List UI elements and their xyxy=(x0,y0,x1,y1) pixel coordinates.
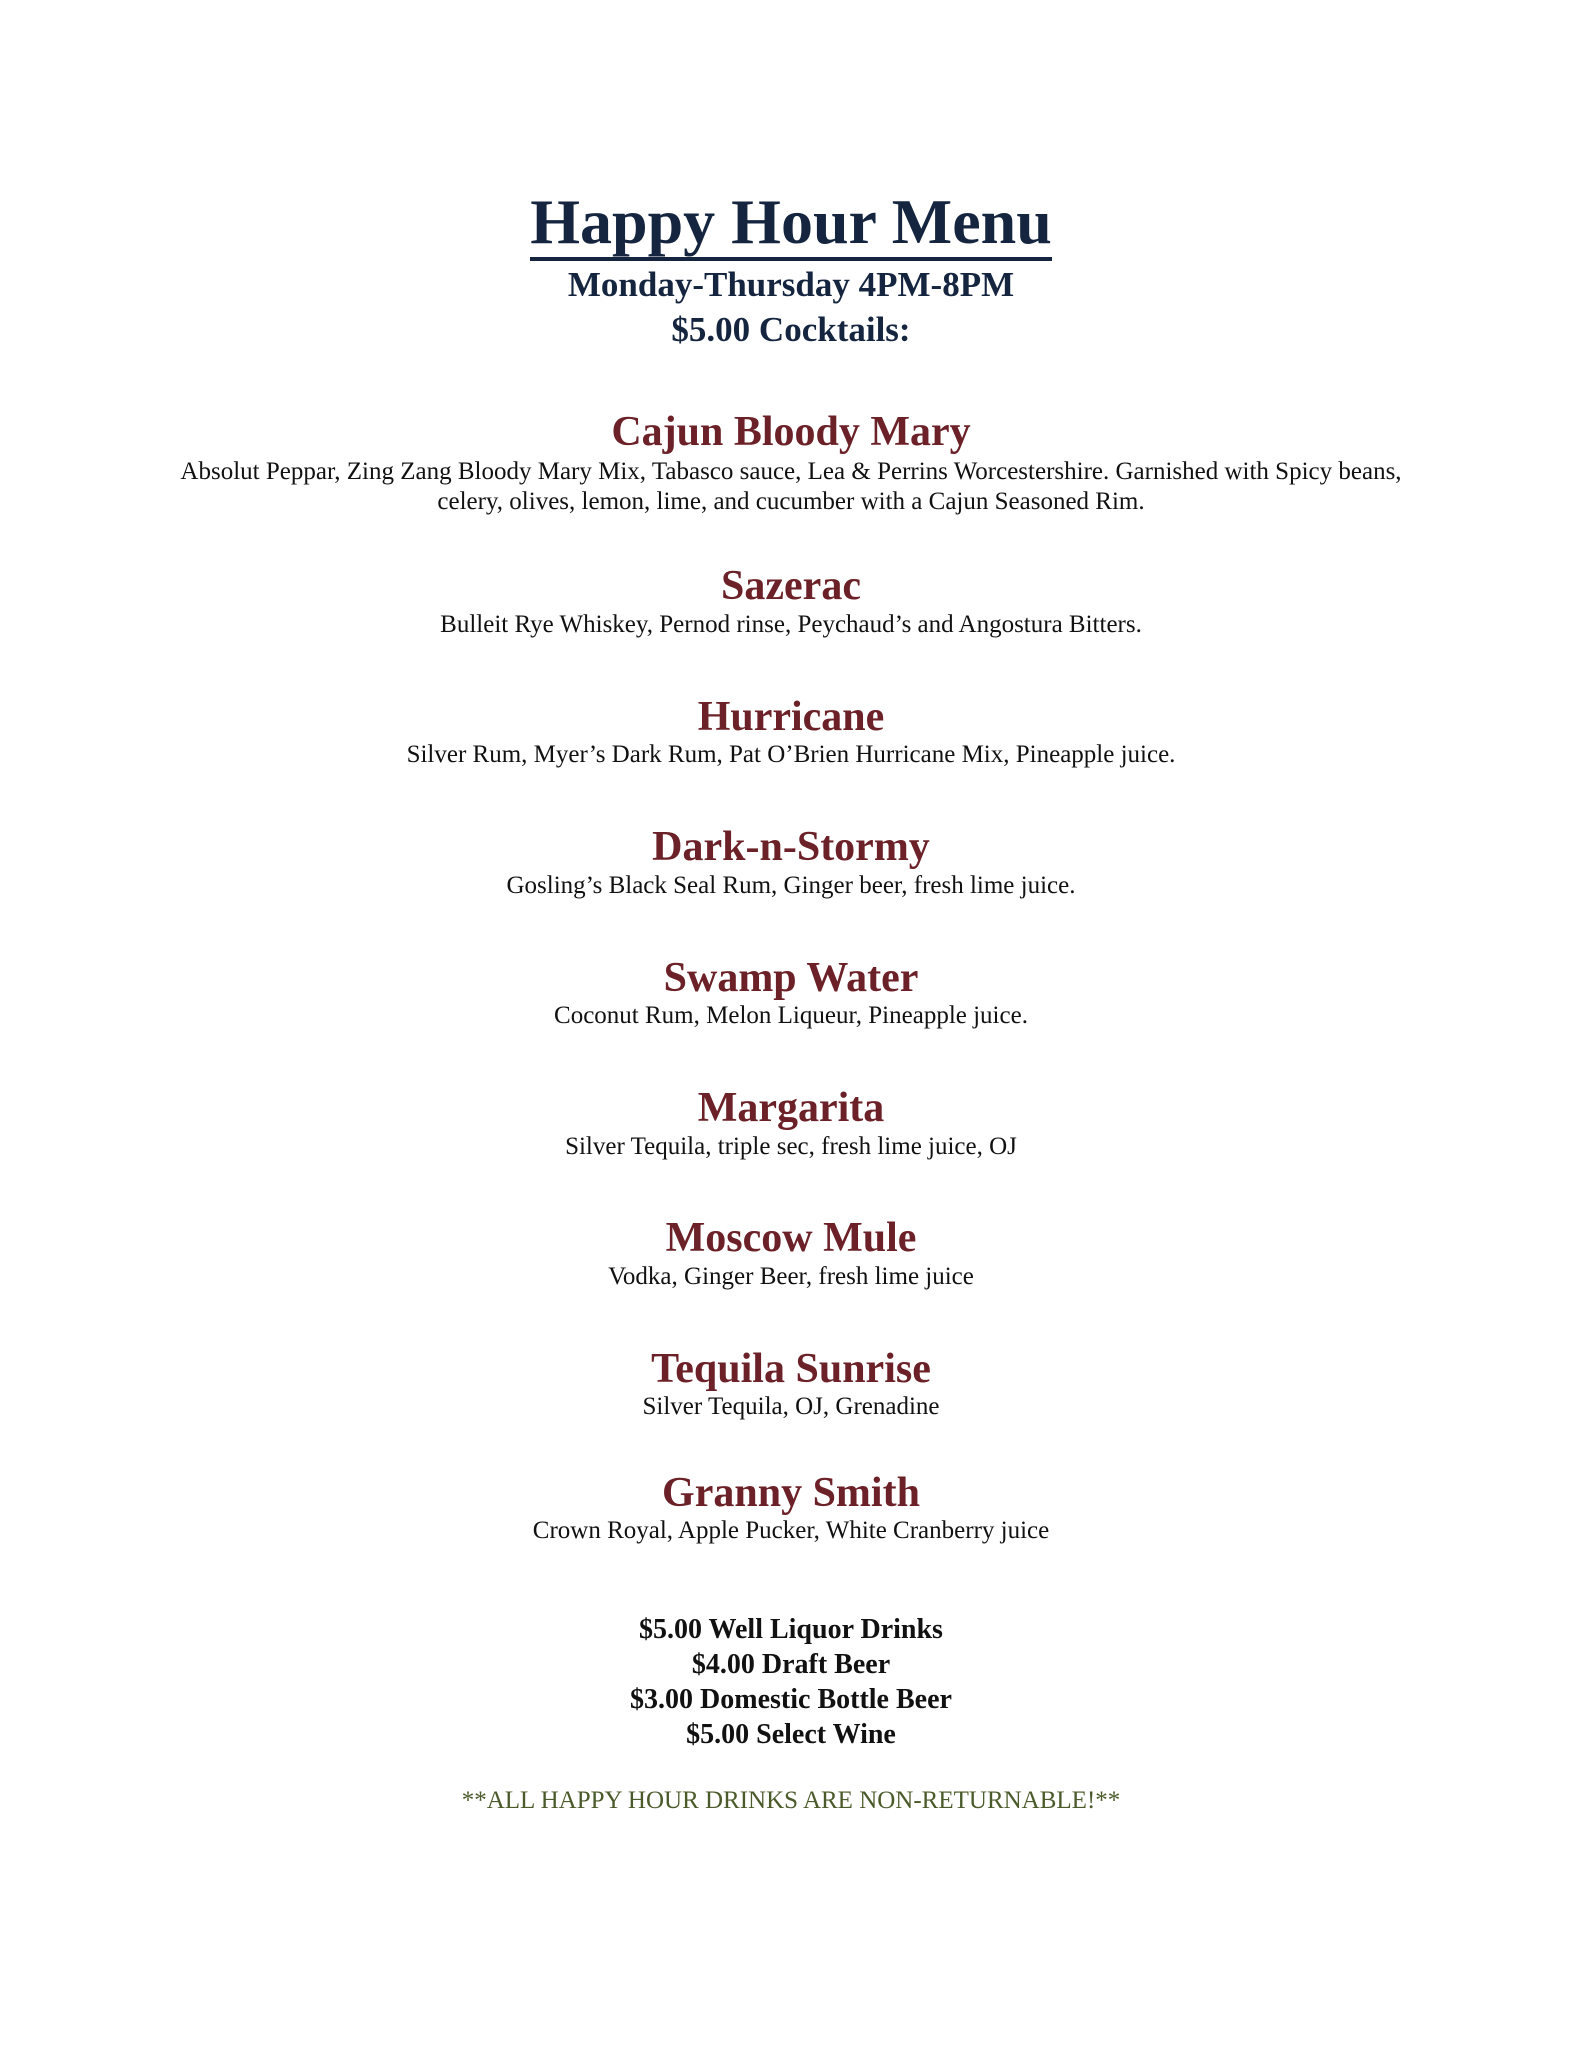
cocktail-name: Swamp Water xyxy=(663,955,919,1001)
special-item: $5.00 Well Liquor Drinks xyxy=(639,1614,943,1645)
cocktail-name: Sazerac xyxy=(721,563,861,609)
cocktail-description: Silver Tequila, OJ, Grenadine xyxy=(642,1393,940,1420)
cocktail-description: Silver Tequila, triple sec, fresh lime juice, OJ xyxy=(565,1133,1017,1160)
cocktail-description: Absolut Peppar, Zing Zang Bloody Mary Mix, Tabasco sauce, Lea & Perrins Worcestershire. Garnished with Spicy beans, celery, olives, lemon, lime, and cucumber with a Cajun Seasoned Rim. xyxy=(180,458,1402,515)
cocktail-description: Vodka, Ginger Beer, fresh lime juice xyxy=(608,1263,974,1290)
cocktail-description: Silver Rum, Myer’s Dark Rum, Pat O’Brien Hurricane Mix, Pineapple juice. xyxy=(406,741,1176,768)
special-item: $3.00 Domestic Bottle Beer xyxy=(630,1684,952,1715)
cocktail-name: Moscow Mule xyxy=(665,1215,917,1261)
cocktail-name: Granny Smith xyxy=(662,1470,920,1516)
specials-list xyxy=(0,1612,1582,1752)
cocktail-name: Tequila Sunrise xyxy=(651,1346,931,1392)
cocktail-description: Bulleit Rye Whiskey, Pernod rinse, Peychaud’s and Angostura Bitters. xyxy=(440,611,1142,638)
cocktail-name: Dark-n-Stormy xyxy=(652,824,930,870)
cocktail-description: Coconut Rum, Melon Liqueur, Pineapple juice. xyxy=(554,1002,1028,1029)
non-returnable-notice: **ALL HAPPY HOUR DRINKS ARE NON-RETURNABLE!** xyxy=(461,1787,1121,1814)
cocktail-description: Gosling’s Black Seal Rum, Ginger beer, fresh lime juice. xyxy=(506,872,1076,899)
days-hours: Monday-Thursday 4PM-8PM xyxy=(567,265,1015,304)
cocktail-name: Margarita xyxy=(697,1085,885,1131)
special-item: $5.00 Select Wine xyxy=(686,1719,896,1750)
cocktails-price: $5.00 Cocktails: xyxy=(671,310,911,349)
cocktail-name: Cajun Bloody Mary xyxy=(611,409,971,455)
menu-title xyxy=(0,184,1582,260)
cocktail-name: Hurricane xyxy=(697,694,885,740)
special-item: $4.00 Draft Beer xyxy=(691,1649,891,1680)
menu-title-text: Happy Hour Menu xyxy=(530,186,1052,261)
cocktail-description: Crown Royal, Apple Pucker, White Cranberry juice xyxy=(532,1517,1050,1544)
